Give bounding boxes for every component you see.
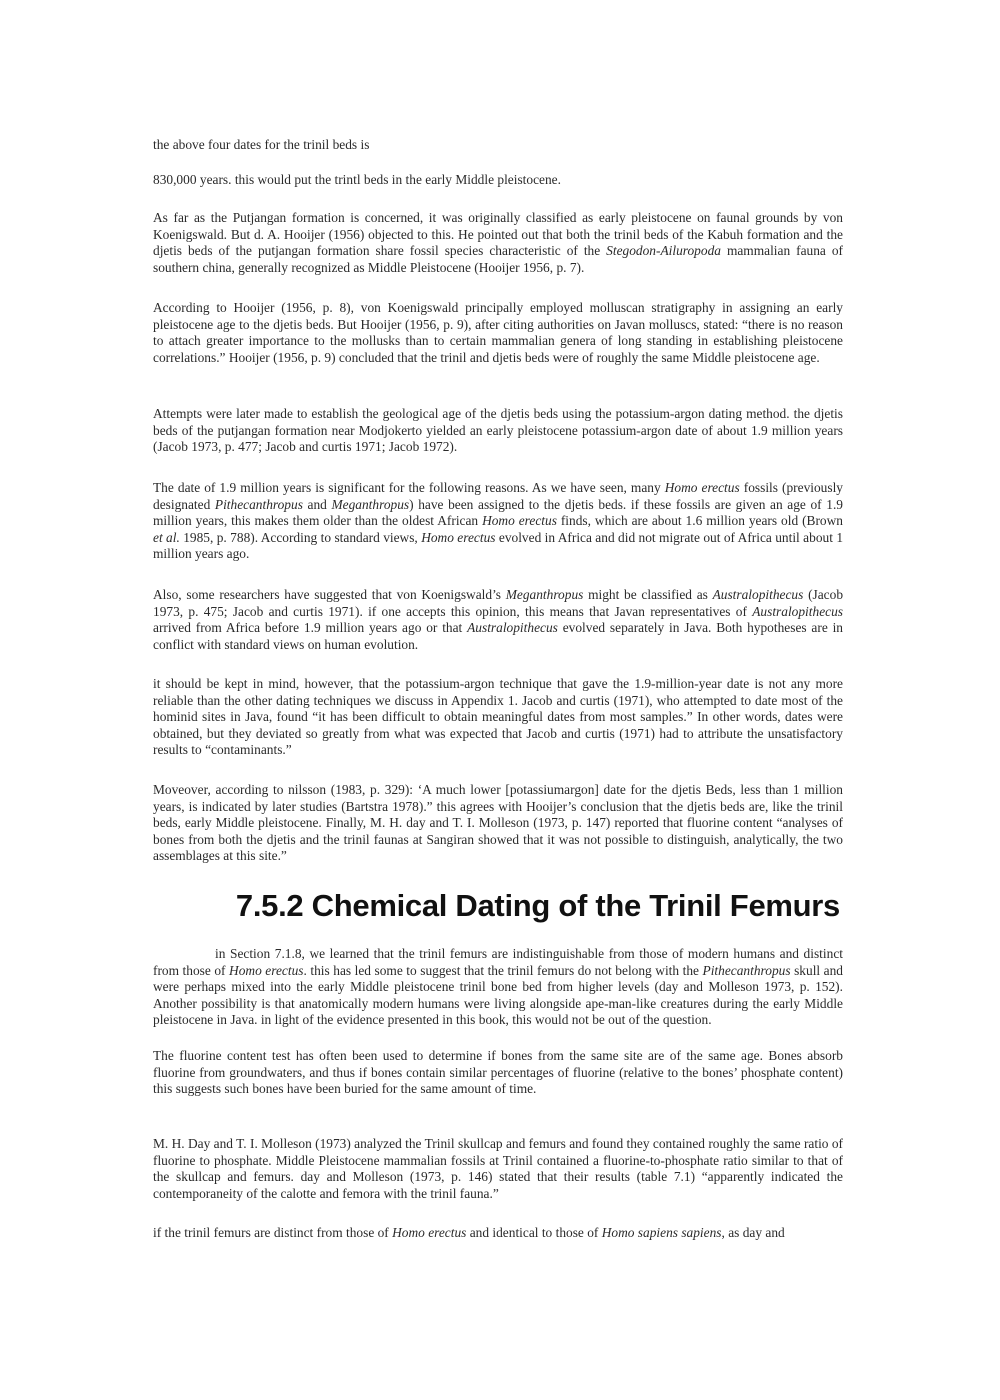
italic-text: Stegodon-Ailuropoda bbox=[606, 243, 721, 259]
text-run: and identical to those of bbox=[466, 1225, 602, 1240]
paragraph bbox=[153, 676, 843, 759]
italic-text: Australopithecus bbox=[712, 587, 804, 602]
text-run: arrived from Africa before 1.9 million years ago or that bbox=[153, 620, 468, 636]
text-run: and bbox=[302, 496, 332, 512]
text-run: 1985, p. 788). According to standard views, bbox=[179, 529, 422, 545]
text-run: fossils (previously designated bbox=[153, 480, 844, 512]
paragraph bbox=[153, 210, 843, 276]
text-run: M. H. Day and T. I. Molleson (1973) analyzed the Trinil skullcap and femurs and found they contained roughly the same ratio of fluorine to phosphate. Middle Pleistocene mammalian fossils at Trinil contained a fluorine-to-phosphate ratio similar to that of the skullcap and femurs. day and Molleson (1973, p. 146) stated that their results (table 7.1) “apparently indicated the contemporaneity of the calotte and femora with the trinil fauna.” bbox=[153, 1136, 843, 1201]
italic-text: Homo erectus bbox=[421, 529, 496, 545]
text-run: in Section 7.1.8, we learned that the trinil femurs are indistinguishable from those of modern humans and distinct from those of bbox=[153, 946, 843, 978]
italic-text: Australopithecus bbox=[752, 603, 843, 619]
italic-text: Meganthropus bbox=[505, 587, 584, 602]
paragraph bbox=[153, 300, 843, 366]
paragraph bbox=[153, 480, 843, 563]
paragraph bbox=[153, 1225, 843, 1242]
text-run: the above four dates for the trinil beds is bbox=[153, 137, 370, 152]
text-run: Moveover, according to nilsson (1983, p. 329): ‘A much lower [potassiumargon] date for the djetis Beds, less than 1 million years, is indicated by later studies (Bartstra 1978).” this agrees with Hooijer’s conclusion that the djetis beds are, like the trinil beds, early Middle pleistocene. Finally, M. H. day and T. I. Molleson (1973, p. 147) reported that fluorine content “analyses of bones from both the djetis and the trinil faunas at Sangiran showed that it was not possible to distinguish, analytically, the two assemblages at this site.” bbox=[153, 782, 843, 864]
text-run: evolved separately in Java. Both hypotheses are in conflict with standard views on human evolution. bbox=[153, 620, 844, 652]
text-run: finds, which are about 1.6 million years old (Brown bbox=[556, 513, 843, 529]
paragraph bbox=[153, 587, 843, 653]
text-run: mammalian fauna of southern china, generally recognized as Middle Pleistocene (Hooijer 1956, p. 7). bbox=[153, 243, 843, 275]
text-run: , as day and bbox=[721, 1225, 785, 1240]
text-run: (Jacob 1973, p. 475; Jacob and curtis 1971). if one accepts this opinion, this means that Javan representatives of bbox=[153, 587, 844, 619]
paragraph bbox=[153, 782, 843, 865]
italic-text: Homo erectus bbox=[229, 962, 304, 978]
text-run: skull and were perhaps mixed into the early Middle pleistocene trinil bone bed from higher levels (day and Molleson 1973, p. 152). Another possibility is that anatomically modern humans were living alongside ape-man-like creatures during the early Middle pleistocene in Java. in light of the evidence presented in this book, this would not be out of the question. bbox=[153, 962, 844, 1028]
italic-text: Homo erectus bbox=[664, 480, 740, 495]
text-run: if the trinil femurs are distinct from those of bbox=[153, 1225, 393, 1240]
paragraph bbox=[153, 137, 843, 154]
paragraph bbox=[153, 1136, 843, 1202]
paragraph bbox=[153, 406, 843, 456]
italic-text: Homo erectus bbox=[392, 1225, 467, 1240]
text-run: 830,000 years. this would put the trintl beds in the early Middle pleistocene. bbox=[153, 172, 561, 187]
text-run: . this has led some to suggest that the trinil femurs do not belong with the bbox=[303, 962, 703, 978]
paragraph bbox=[153, 1048, 843, 1098]
italic-text: Pithecanthropus bbox=[214, 496, 303, 512]
italic-text: Meganthropus bbox=[331, 496, 410, 512]
section-heading: 7.5.2 Chemical Dating of the Trinil Femurs bbox=[235, 888, 840, 923]
text-run: evolved in Africa and did not migrate out of Africa until about 1 million years ago. bbox=[153, 529, 844, 562]
text-run: The date of 1.9 million years is significant for the following reasons. As we have seen, many bbox=[153, 480, 665, 495]
italic-text: Homo sapiens sapiens bbox=[601, 1225, 722, 1240]
italic-text: Homo erectus bbox=[482, 513, 557, 529]
text-run: Also, some researchers have suggested that von Koenigswald’s bbox=[153, 587, 506, 602]
text-run: According to Hooijer (1956, p. 8), von Koenigswald principally employed molluscan stratigraphy in assigning an early pleistocene age to the djetis beds. But Hooijer (1956, p. 9), after citing authorities on Javan molluscs, stated: “there is no reason to attach greater importance to the mollusks than to certain mammalian genera of long standing in establishing pleistocene correlations.” Hooijer (1956, p. 9) concluded that the trinil and djetis beds were of roughly the same Middle pleistocene age. bbox=[153, 300, 843, 365]
text-run: As far as the Putjangan formation is concerned, it was originally classified as early pleistocene on faunal grounds by von Koenigswald. But d. A. Hooijer (1956) objected to this. He pointed out that both the trinil beds of the Kabuh formation and the djetis beds of the putjangan formation share fossil species characteristic of the bbox=[153, 210, 843, 259]
text-run: might be classified as bbox=[583, 587, 713, 602]
text-run: Attempts were later made to establish the geological age of the djetis beds using the potassium-argon dating method. the djetis beds of the putjangan formation near Modjokerto yielded an early pleistocene potassium-argon date of about 1.9 million years (Jacob 1973, p. 477; Jacob and curtis 1971; Jacob 1972). bbox=[153, 406, 843, 455]
paragraph bbox=[153, 172, 843, 189]
italic-text: Australopithecus bbox=[467, 620, 558, 636]
paragraph bbox=[153, 946, 843, 1029]
text-run: ) have been assigned to the djetis beds. if these fossils are given an age of 1.9 million years, this makes them older than the oldest African bbox=[153, 496, 843, 529]
text-run: The fluorine content test has often been used to determine if bones from the same site are of the same age. Bones absorb fluorine from groundwaters, and thus if bones contain similar percentages of fluorine (relative to the bones’ phosphate content) this suggests such bones have been buried for the same amount of time. bbox=[153, 1048, 843, 1097]
italic-text: et al. bbox=[153, 529, 180, 545]
italic-text: Pithecanthropus bbox=[702, 962, 791, 978]
text-run: it should be kept in mind, however, that the potassium-argon technique that gave the 1.9-million-year date is not any more reliable than the other dating techniques we discuss in Appendix 1. Jacob and curtis (1971), who attempted to date most of the hominid sites in Java, found “it has been difficult to obtain meaningful dates from most samples.” In other words, dates were obtained, but they deviated so greatly from what was expected that Jacob and curtis (1971) had to attribute the unsatisfactory results to “contaminants.” bbox=[153, 676, 843, 758]
